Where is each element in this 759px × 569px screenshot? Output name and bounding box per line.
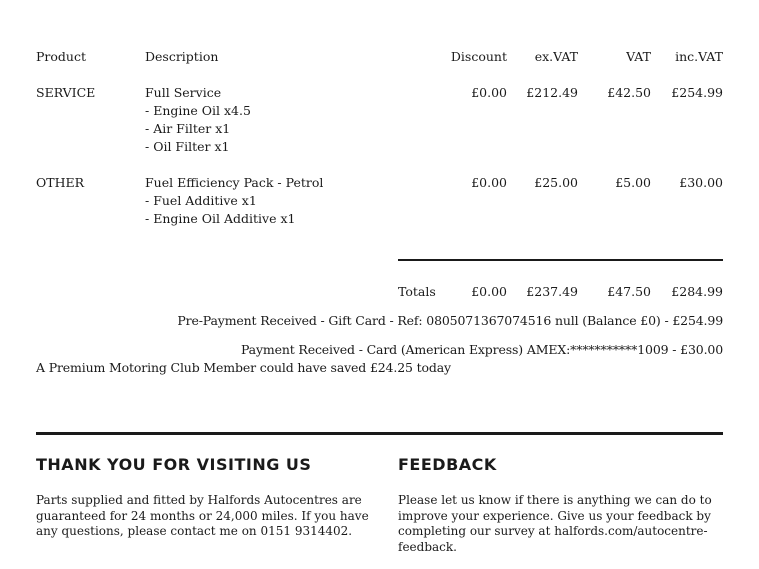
row-description-line: Full Service [145, 85, 222, 100]
payment-line: Payment Received - Card (American Express) AMEX:***********1009 - £30.00 [240, 342, 723, 357]
totals-label: Totals [398, 284, 436, 299]
premium-savings-note: A Premium Motoring Club Member could have saved £24.25 today [36, 360, 451, 375]
header-inc-vat: inc.VAT [675, 49, 723, 64]
totals-inc-vat: £284.99 [671, 284, 723, 299]
row-description-line: - Engine Oil Additive x1 [145, 211, 296, 226]
row-discount: £0.00 [471, 175, 507, 190]
totals-discount: £0.00 [471, 284, 507, 299]
totals-vat: £47.50 [607, 284, 651, 299]
totals-ex-vat: £237.49 [526, 284, 578, 299]
row-vat: £5.00 [615, 175, 651, 190]
thanks-body: Parts supplied and fitted by Halfords Autocentres are guaranteed for 24 months or 24,000 miles. If you have any questions, please contact me on 0151 9314402. [36, 493, 369, 538]
row-vat: £42.50 [607, 85, 651, 100]
header-product: Product [36, 49, 86, 64]
row-description-line: - Air Filter x1 [145, 121, 231, 136]
row-description-line: - Fuel Additive x1 [145, 193, 257, 208]
row-product: SERVICE [36, 85, 96, 100]
row-description-line: - Oil Filter x1 [145, 139, 230, 154]
row-description-line: - Engine Oil x4.5 [145, 103, 251, 118]
header-ex-vat: ex.VAT [534, 49, 578, 64]
row-discount: £0.00 [471, 85, 507, 100]
feedback-title: FEEDBACK [398, 455, 497, 474]
prepayment-line: Pre-Payment Received - Gift Card - Ref: 0805071367074516 null (Balance £0) - £254.99 [177, 313, 723, 328]
feedback-body: Please let us know if there is anything we can do to improve your experience. Give us your feedback by completing our survey at halfords.com/autocentre-feedback. [398, 493, 712, 554]
row-ex-vat: £212.49 [526, 85, 578, 100]
row-product: OTHER [36, 175, 85, 190]
header-vat: VAT [626, 49, 651, 64]
row-ex-vat: £25.00 [534, 175, 578, 190]
row-description-line: Fuel Efficiency Pack - Petrol [145, 175, 324, 190]
footer-divider [36, 432, 723, 435]
row-inc-vat: £30.00 [679, 175, 723, 190]
thanks-title: THANK YOU FOR VISITING US [36, 455, 312, 474]
row-inc-vat: £254.99 [671, 85, 723, 100]
header-discount: Discount [450, 49, 507, 64]
header-description: Description [145, 49, 219, 64]
totals-divider [398, 259, 723, 261]
